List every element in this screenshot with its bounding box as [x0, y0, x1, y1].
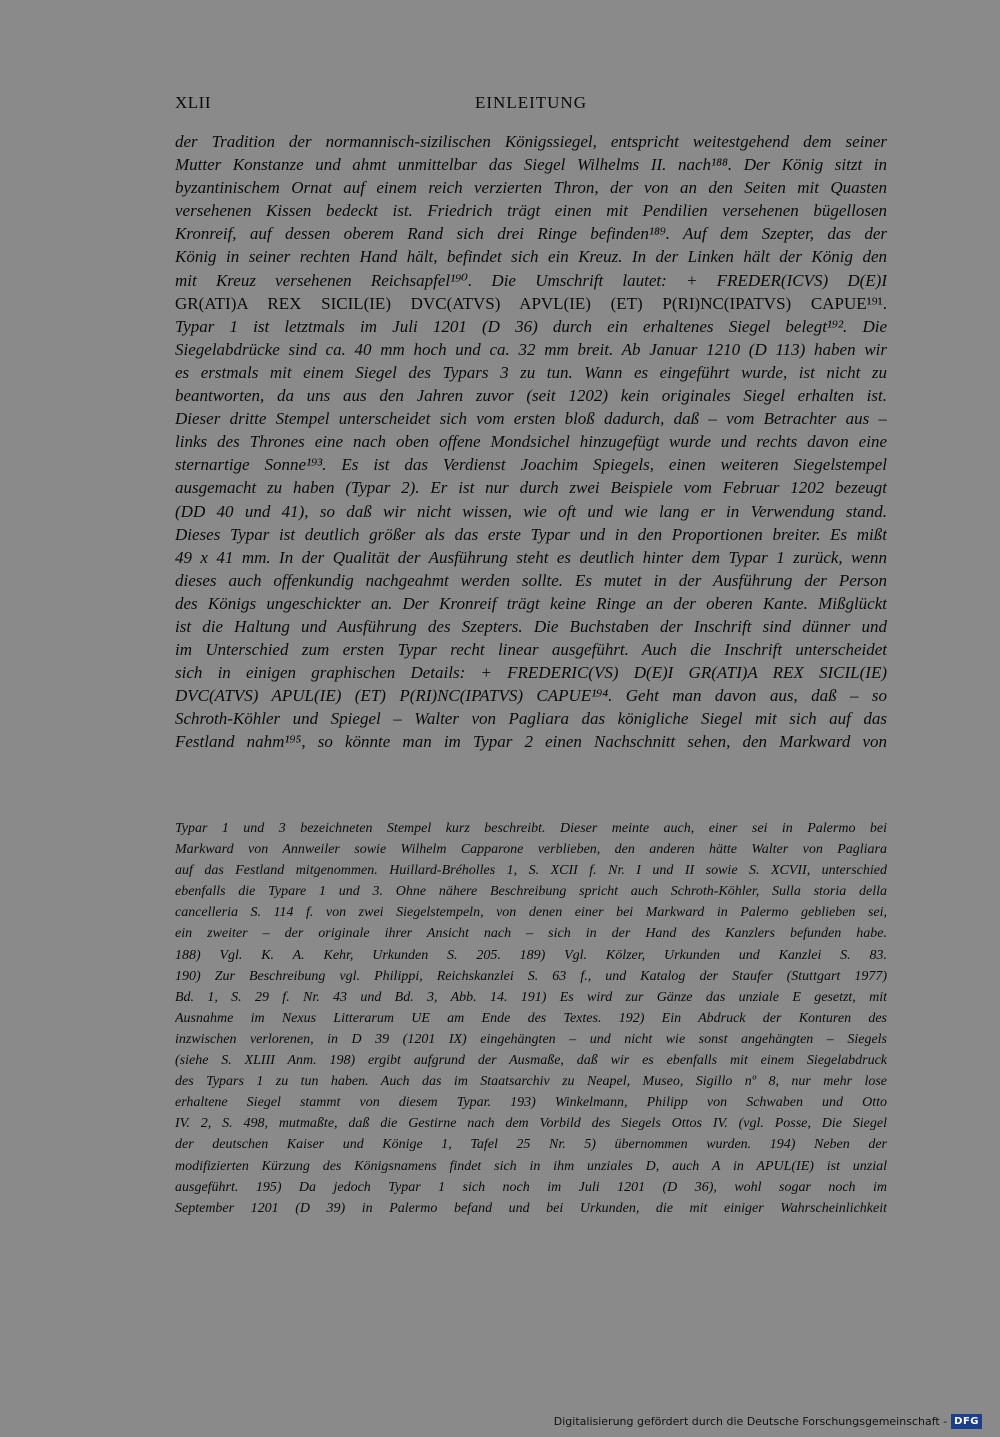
footnote-line: des Typars 1 zu tun haben. Auch das im Staatsarchiv zu Neapel, Museo, Sigillo nº 8, nur mehr lose: [175, 1074, 887, 1090]
text-line: DVC(ATVS) APUL(IE) (ET) P(RI)NC(IPATVS) CAPUE¹⁹⁴. Geht man davon aus, daß – so: [175, 686, 887, 706]
text-line: Siegelabdrücke sind ca. 40 mm hoch und ca. 32 mm breit. Ab Januar 1210 (D 113) haben wir: [175, 339, 887, 359]
text-line: (DD 40 und 41), so daß wir nicht wissen, wie oft und wie lang er in Verwendung stand.: [175, 501, 887, 521]
text-line: beantworten, da uns aus den Jahren zuvor (seit 1202) kein originales Siegel erhalten ist.: [175, 386, 887, 406]
footnote-line: modifizierten Kürzung des Königsnamens findet sich in ihm unziales D, auch A in APUL(IE) ist unzial: [175, 1158, 887, 1174]
footnote-line: Markward von Annweiler sowie Wilhelm Capparone verblieben, den anderen hätte Walter von Pagliara: [175, 842, 887, 858]
running-title: EINLEITUNG: [475, 93, 587, 112]
text-line: links des Thrones eine nach oben offene Mondsichel hinzugefügt wurde und rechts davon eine: [175, 432, 887, 452]
footnote-line: 190) Zur Beschreibung vgl. Philippi, Reichskanzlei S. 63 f., und Katalog der Staufer (Stuttgart 1977): [175, 968, 887, 984]
footnote-line: Bd. 1, S. 29 f. Nr. 43 und Bd. 3, Abb. 14. 191) Es wird zur Gänze das unziale E gesetzt, mit: [175, 989, 887, 1005]
text-line: Dieses Typar ist deutlich größer als das erste Typar und in den Proportionen breiter. Es mißt: [175, 524, 887, 544]
text-line: sich in einigen graphischen Details: + FREDERIC(VS) D(E)I GR(ATI)A REX SICIL(IE): [175, 663, 887, 683]
text-line: Schroth-Köhler und Spiegel – Walter von Pagliara das königliche Siegel mit sich auf das: [175, 709, 887, 729]
text-line: im Unterschied zum ersten Typar recht linear ausgeführt. Auch die Inschrift unterscheidet: [175, 640, 887, 660]
footnote-line: Typar 1 und 3 bezeichneten Stempel kurz beschreibt. Dieser meinte auch, einer sei in Palermo bei: [175, 821, 887, 836]
footnotes: [175, 818, 887, 1219]
credit-text: Digitalisierung gefördert durch die Deutsche Forschungsgemeinschaft -: [553, 1414, 948, 1428]
text-line: Festland nahm¹⁹⁵, so könnte man im Typar 2 einen Nachschnitt sehen, den Markward von: [175, 732, 887, 752]
footnote-line: IV. 2, S. 498, mutmaßte, daß die Gestirne nach dem Vorbild des Siegels Ottos IV. (vgl. Posse, Die Siegel: [175, 1116, 887, 1132]
footnote-line: September 1201 (D 39) in Palermo befand und bei Urkunden, die mit einiger Wahrscheinlichkeit: [175, 1200, 887, 1216]
page-number: XLII: [175, 93, 211, 112]
text-line: sternartige Sonne¹⁹³. Es ist das Verdienst Joachim Spiegels, einen weiteren Siegelstempel: [175, 455, 887, 475]
text-line: 49 x 41 mm. In der Qualität der Ausführung steht es deutlich hinter dem Typar 1 zurück, wenn: [175, 547, 887, 567]
text-line: byzantinischem Ornat auf einem reich verzierten Thron, der von an den Seiten mit Quasten: [175, 178, 887, 198]
text-line: Mutter Konstanze und ahmt unmittelbar das Siegel Wilhelms II. nach¹⁸⁸. Der König sitzt in: [175, 155, 887, 175]
footnote-line: 188) Vgl. K. A. Kehr, Urkunden S. 205. 189) Vgl. Kölzer, Urkunden und Kanzlei S. 83.: [175, 947, 887, 963]
footnote-line: auf das Festland mitgenommen. Huillard-Bréholles 1, S. XCII f. Nr. I und II sowie S. XCVII, unterschied: [175, 863, 887, 879]
footnote-line: ebenfalls die Typare 1 und 3. Ohne nähere Beschreibung spricht auch Schroth-Köhler, Sulla storia della: [175, 884, 887, 900]
digitization-credit: [554, 1411, 982, 1431]
footnote-line: inzwischen verlorenen, in D 39 (1201 IX) eingehängten – und nicht wie sonst angehängten – Siegels: [175, 1031, 887, 1047]
text-line: Dieser dritte Stempel unterscheidet sich vom ersten bloß dadurch, daß – vom Betrachter aus –: [175, 409, 887, 429]
footnote-line: ein zweiter – der originale ihrer Ansicht nach – sich in der Hand des Kanzlers befunden habe.: [175, 926, 887, 942]
text-line: GR(ATI)A REX SICIL(IE) DVC(ATVS) APVL(IE) (ET) P(RI)NC(IPATVS) CAPUE¹⁹¹.: [175, 293, 887, 313]
text-line: des Königs ungeschickter an. Der Kronreif trägt keine Ringe an der oberen Kante. Mißglückt: [175, 593, 887, 613]
footnote-line: ausgeführt. 195) Da jedoch Typar 1 sich noch im Juli 1201 (D 36), wohl sogar noch im: [175, 1179, 887, 1195]
text-line: Kronreif, auf dessen oberem Rand sich drei Ringe befinden¹⁸⁹. Auf dem Szepter, das der: [175, 224, 887, 244]
text-line: ist die Haltung und Ausführung des Szepters. Die Buchstaben der Inschrift sind dünner und: [175, 616, 887, 636]
page-header: [175, 93, 887, 115]
text-line: versehenen Kissen bedeckt ist. Friedrich trägt einen mit Pendilien versehenen bügellosen: [175, 201, 887, 221]
footnote-line: (siehe S. XLIII Anm. 198) ergibt aufgrund der Ausmaße, daß wir es ebenfalls mit einem Siegelabdruck: [175, 1053, 887, 1069]
text-line: Typar 1 ist letztmals im Juli 1201 (D 36) durch ein erhaltenes Siegel belegt¹⁹². Die: [175, 316, 887, 336]
text-line: mit Kreuz versehenen Reichsapfel¹⁹⁰. Die Umschrift lautet: + FREDER(ICVS) D(E)I: [175, 270, 887, 290]
dfg-logo: DFG: [951, 1414, 982, 1429]
footnote-line: erhaltene Siegel stammt von diesem Typar. 193) Winkelmann, Philipp von Schwaben und Otto: [175, 1095, 887, 1111]
text-line: ausgemacht zu haben (Typar 2). Er ist nur durch zwei Beispiele vom Februar 1202 bezeugt: [175, 478, 887, 498]
text-line: es erstmals mit einem Siegel des Typars 3 zu tun. Wann es eingeführt wurde, ist nicht zu: [175, 362, 887, 382]
footnote-line: der deutschen Kaiser und Könige 1, Tafel 25 Nr. 5) übernommen wurden. 194) Neben der: [175, 1137, 887, 1153]
text-line: König in seiner rechten Hand hält, befindet sich ein Kreuz. In der Linken hält der König den: [175, 247, 887, 267]
main-body-text: [175, 130, 887, 754]
footnote-line: cancelleria S. 114 f. von zwei Siegelstempeln, von denen einer bei Markward in Palermo geblieben sei,: [175, 905, 887, 921]
footnote-line: Ausnahme im Nexus Litterarum UE am Ende des Textes. 192) Ein Abdruck der Konturen des: [175, 1010, 887, 1026]
text-line: der Tradition der normannisch-sizilischen Königssiegel, entspricht weitestgehend dem seiner: [175, 132, 887, 151]
text-line: dieses auch offenkundig nachgeahmt werden sollte. Es mutet in der Ausführung der Person: [175, 570, 887, 590]
